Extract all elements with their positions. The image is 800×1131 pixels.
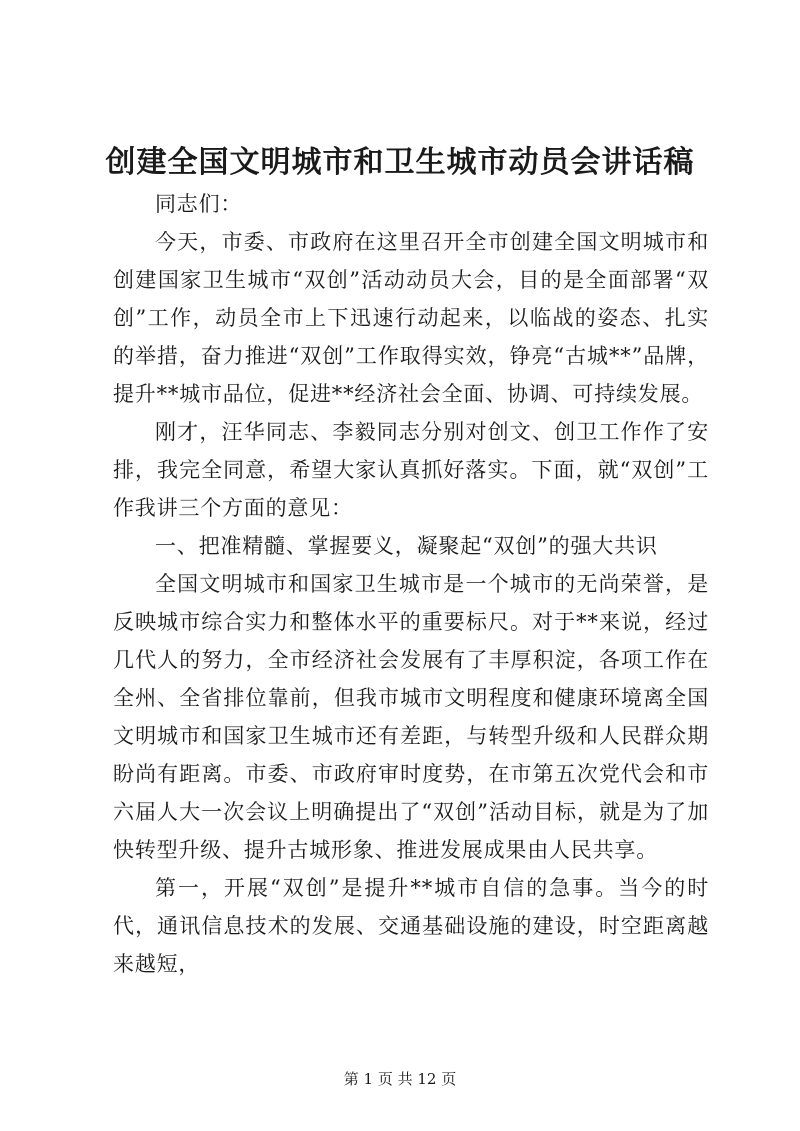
page-footer: 第 1 页 共 12 页 (343, 1070, 457, 1088)
document-body (113, 185, 709, 983)
salutation: 同志们： (155, 192, 243, 216)
section-heading: 一、把准精髓、掌握要义，凝聚起“双创”的强大共识 (155, 534, 658, 558)
body-paragraph: 刚才，汪华同志、李毅同志分别对创文、创卫工作作了安排，我完全同意，希望大家认真抓好落实。下面，就“双创”工作我讲三个方面的意见： (113, 420, 709, 520)
body-paragraph: 第一，开展“双创”是提升**城市自信的急事。当今的时代，通讯信息技术的发展、交通基础设施的建设，时空距离越来越短， (113, 876, 709, 976)
body-paragraph: 今天，市委、市政府在这里召开全市创建全国文明城市和创建国家卫生城市“双创”活动动员大会，目的是全面部署“双创”工作，动员全市上下迅速行动起来，以临战的姿态、扎实的举措，奋力推进“双创”工作取得实效，铮亮“古城**”品牌，提升**城市品位，促进**经济社会全面、协调、可持续发展。 (113, 230, 709, 406)
document-title: 创建全国文明城市和卫生城市动员会讲话稿 (105, 145, 695, 180)
body-paragraph: 全国文明城市和国家卫生城市是一个城市的无尚荣誉，是反映城市综合实力和整体水平的重要标尺。对于**来说，经过几代人的努力，全市经济社会发展有了丰厚积淀，各项工作在全州、全省排位靠前，但我市城市文明程度和健康环境离全国文明城市和国家卫生城市还有差距，与转型升级和人民群众期盼尚有距离。市委、市政府审时度势，在市第五次党代会和市六届人大一次会议上明确提出了“双创”活动目标，就是为了加快转型升级、提升古城形象、推进发展成果由人民共享。 (113, 572, 709, 862)
